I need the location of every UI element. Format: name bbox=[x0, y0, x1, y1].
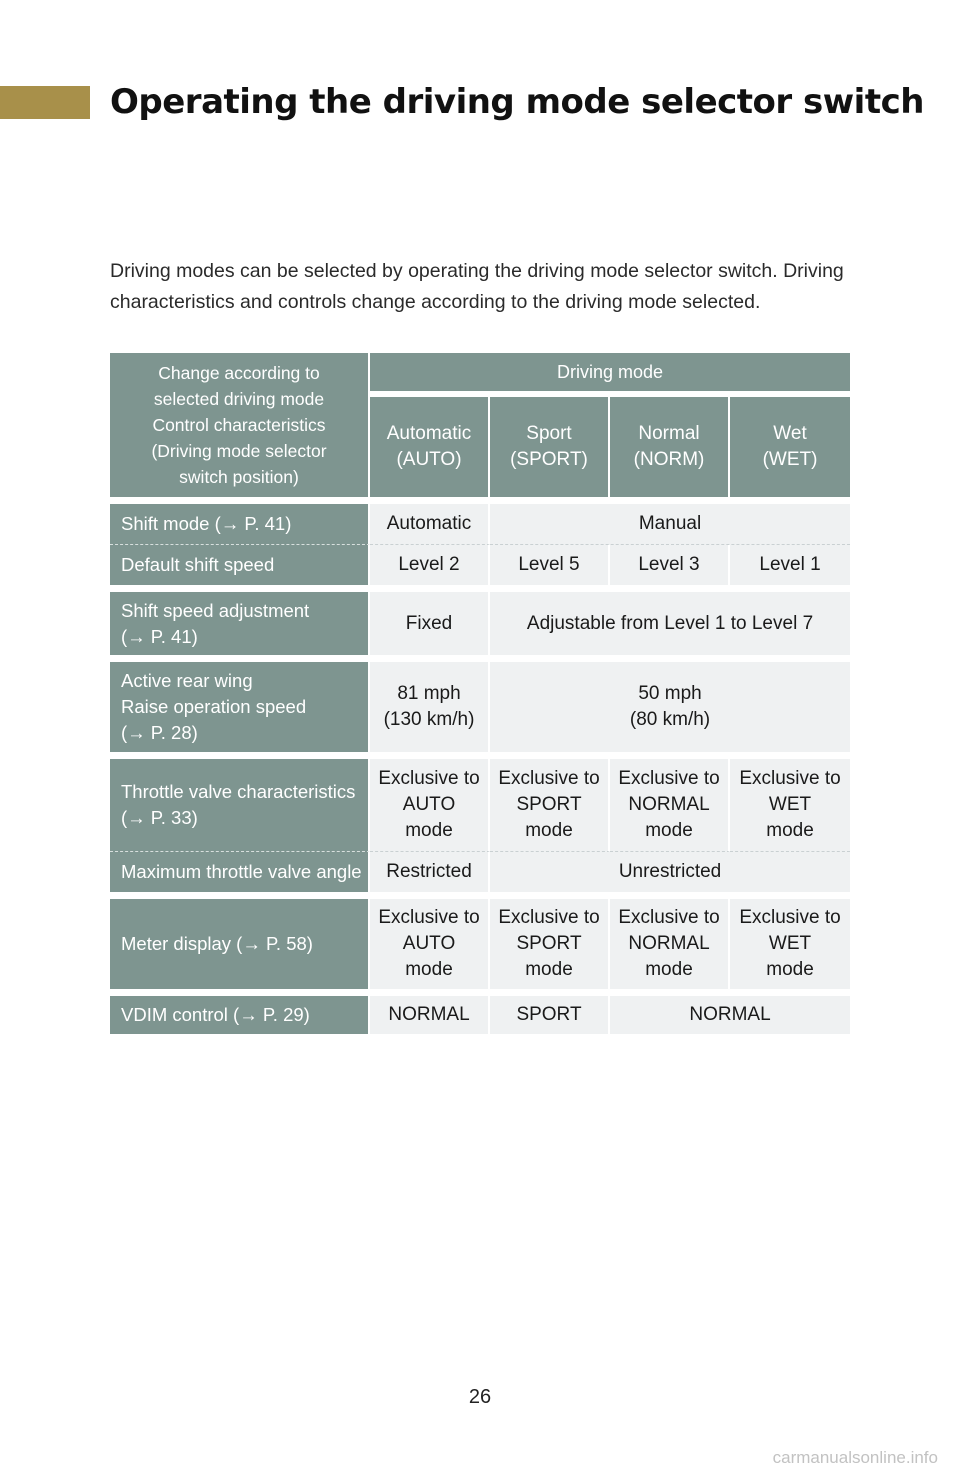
header-mode-wet: Wet (WET) bbox=[730, 397, 850, 497]
cell-throttle-auto: Exclusive to AUTO mode bbox=[370, 759, 490, 852]
section-accent-bar bbox=[0, 86, 90, 119]
page-number: 26 bbox=[468, 1386, 492, 1408]
cell-rear-wing-auto: 81 mph (130 km/h) bbox=[370, 662, 490, 752]
table-row bbox=[110, 592, 850, 655]
row-label-max-throttle-angle: Maximum throttle valve angle bbox=[110, 852, 370, 892]
cell-vdim-normal-wet: NORMAL bbox=[610, 996, 850, 1034]
cell-vdim-sport: SPORT bbox=[490, 996, 610, 1034]
header-corner-line: switch position) bbox=[179, 467, 299, 487]
cell-default-shift-auto: Level 2 bbox=[370, 545, 490, 585]
header-corner-line: selected driving mode bbox=[153, 389, 325, 409]
cell-meter-auto: Exclusive to AUTO mode bbox=[370, 899, 490, 989]
row-label-shift-mode: Shift mode (→ P. 41) bbox=[110, 504, 370, 545]
row-label-meter-display: Meter display (→ P. 58) bbox=[110, 899, 370, 989]
cell-adjustment-auto: Fixed bbox=[370, 592, 490, 655]
cell-throttle-normal: Exclusive to NORMAL mode bbox=[610, 759, 730, 852]
header-corner-line: Control characteristics bbox=[152, 415, 326, 435]
table-row bbox=[110, 996, 850, 1034]
cell-rear-wing-others: 50 mph (80 km/h) bbox=[490, 662, 850, 752]
row-label-vdim-control: VDIM control (→ P. 29) bbox=[110, 996, 370, 1034]
header-corner-cell bbox=[110, 353, 370, 497]
table-header-row bbox=[110, 353, 850, 397]
header-driving-mode: Driving mode bbox=[370, 353, 850, 397]
cell-default-shift-sport: Level 5 bbox=[490, 545, 610, 585]
header-mode-auto: Automatic (AUTO) bbox=[370, 397, 490, 497]
cell-throttle-wet: Exclusive to WET mode bbox=[730, 759, 850, 852]
row-label-default-shift-speed: Default shift speed bbox=[110, 545, 370, 585]
cell-throttle-sport: Exclusive to SPORT mode bbox=[490, 759, 610, 852]
cell-default-shift-wet: Level 1 bbox=[730, 545, 850, 585]
cell-adjustment-others: Adjustable from Level 1 to Level 7 bbox=[490, 592, 850, 655]
cell-default-shift-normal: Level 3 bbox=[610, 545, 730, 585]
table-row bbox=[110, 545, 850, 585]
header-corner-line: (Driving mode selector bbox=[151, 441, 327, 461]
cell-shift-mode-auto: Automatic bbox=[370, 504, 490, 545]
cell-max-throttle-auto: Restricted bbox=[370, 852, 490, 892]
cell-meter-wet: Exclusive to WET mode bbox=[730, 899, 850, 989]
cell-vdim-auto: NORMAL bbox=[370, 996, 490, 1034]
table-row bbox=[110, 852, 850, 892]
table-row bbox=[110, 759, 850, 852]
cell-meter-sport: Exclusive to SPORT mode bbox=[490, 899, 610, 989]
cell-meter-normal: Exclusive to NORMAL mode bbox=[610, 899, 730, 989]
cell-max-throttle-others: Unrestricted bbox=[490, 852, 850, 892]
table-row bbox=[110, 504, 850, 545]
row-label-shift-speed-adjustment: Shift speed adjustment (→ P. 41) bbox=[110, 592, 370, 655]
cell-shift-mode-others: Manual bbox=[490, 504, 850, 545]
row-label-throttle-valve: Throttle valve characteristics (→ P. 33) bbox=[110, 759, 370, 852]
intro-paragraph: Driving modes can be selected by operating the driving mode selector switch. Driving characteristics and controls change according to the driving mode selected. bbox=[110, 260, 844, 313]
table-row bbox=[110, 662, 850, 752]
driving-mode-table bbox=[110, 353, 850, 1034]
row-label-active-rear-wing: Active rear wing Raise operation speed (→ P. 28) bbox=[110, 662, 370, 752]
page-title: Operating the driving mode selector switch bbox=[110, 82, 924, 122]
header-mode-normal: Normal (NORM) bbox=[610, 397, 730, 497]
table-row bbox=[110, 899, 850, 989]
header-corner-line: Change according to bbox=[158, 363, 320, 383]
header-mode-sport: Sport (SPORT) bbox=[490, 397, 610, 497]
watermark-text: carmanualsonline.info bbox=[772, 1448, 938, 1467]
